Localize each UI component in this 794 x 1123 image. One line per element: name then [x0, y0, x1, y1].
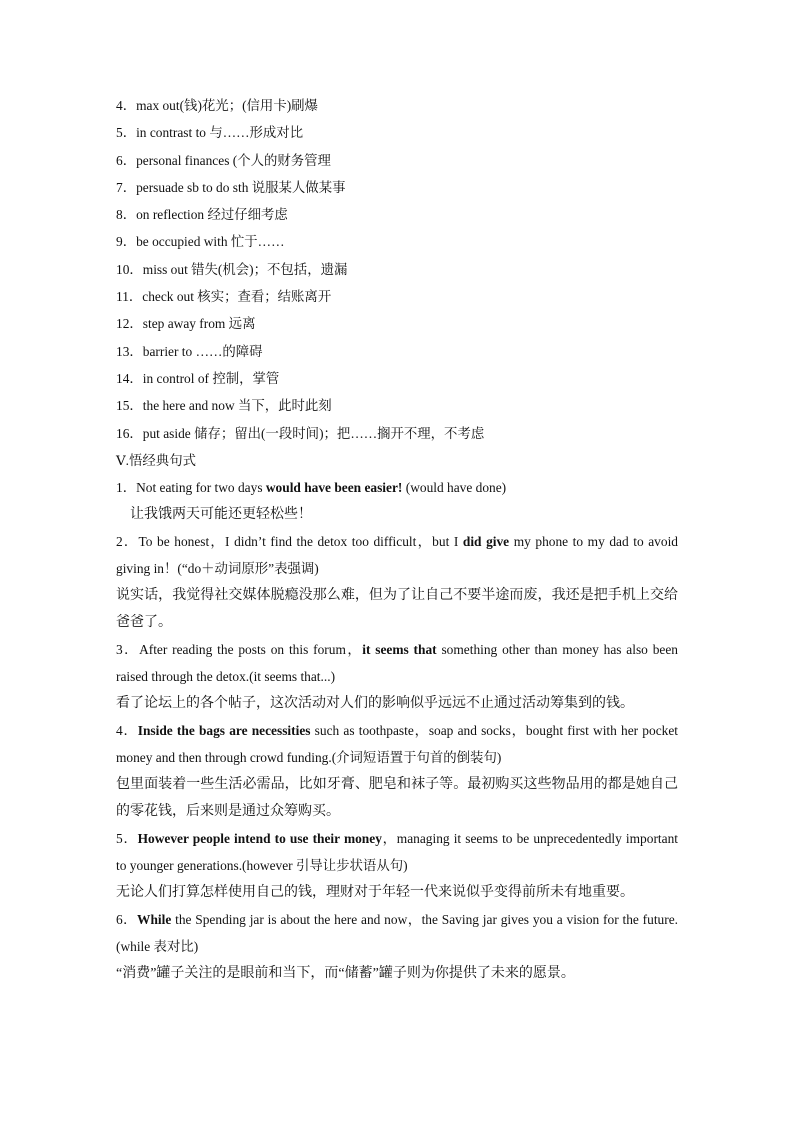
sentence-block [116, 717, 678, 825]
sentence-translation: 说实话，我觉得社交媒体脱瘾没那么难，但为了让自己不要半途而废，我还是把手机上交给爸爸了。 [116, 588, 678, 631]
key-structure: would have been easier! [265, 480, 403, 496]
sentence-note: ，managing it seems to be unprecedentedly important to younger generations.(however 引导让步状语从句) [116, 831, 678, 874]
key-structure: did give [462, 534, 510, 550]
phrase-item: 14．in control of 控制，掌管 [116, 370, 280, 386]
phrase-item: 15．the here and now 当下，此时此刻 [116, 398, 332, 414]
sentence-translation: 看了论坛上的各个帖子，这次活动对人们的影响似乎远远不止通过活动筹集到的钱。 [116, 696, 634, 712]
phrase-item: 12．step away from 远离 [116, 316, 256, 332]
sentence-english [116, 717, 678, 771]
sentence-translation: 包里面装着一些生活必需品，比如牙膏、肥皂和袜子等。最初购买这些物品用的都是她自己的零花钱，后来则是通过众筹购买。 [116, 777, 678, 820]
sentence-note: something other than money has also been raised through the detox.(it seems that...) [116, 642, 678, 685]
sentence-block [116, 825, 678, 906]
sentence-text: 5． [116, 831, 138, 847]
sentence-block [116, 906, 678, 987]
sentence-text: 1．Not eating for two days [116, 480, 266, 496]
key-structure: Inside the bags are necessities [137, 723, 311, 739]
key-structure: it seems that [362, 642, 437, 658]
phrase-item: 10．miss out 错失(机会)；不包括，遗漏 [116, 261, 348, 277]
phrase-item: 8．on reflection 经过仔细考虑 [116, 207, 288, 223]
key-structure: However people intend to use their money [137, 831, 382, 847]
phrase-item: 11．check out 核实；查看；结账离开 [116, 289, 332, 305]
phrase-list [116, 92, 678, 447]
section-heading: Ⅴ.悟经典句式 [116, 452, 196, 468]
sentence-note: such as toothpaste，soap and socks，bought first with her pocket money and then through crowd funding.(介词短语置于句首的倒装句) [116, 723, 678, 766]
document-page [116, 92, 678, 987]
sentence-block [116, 474, 678, 528]
sentence-english [116, 528, 678, 582]
sentence-block [116, 636, 678, 717]
sentence-note: the Spending jar is about the here and now，the Saving jar gives you a vision for the future.(while 表对比) [116, 912, 678, 955]
sentence-translation: 让我饿两天可能还更轻松些！ [130, 507, 312, 523]
phrase-item: 13．barrier to ……的障碍 [116, 343, 263, 359]
sentence-block [116, 528, 678, 636]
phrase-item: 6．personal finances (个人的财务管理 [116, 152, 331, 168]
key-structure: While [137, 912, 172, 928]
sentence-english [116, 474, 678, 501]
sentence-text: 4． [116, 723, 138, 739]
phrase-item: 7．persuade sb to do sth 说服某人做某事 [116, 179, 346, 195]
phrase-item: 9．be occupied with 忙于…… [116, 234, 285, 250]
sentence-translation: “消费”罐子关注的是眼前和当下，而“储蓄”罐子则为你提供了未来的愿景。 [116, 966, 575, 982]
sentence-text: 6． [116, 912, 138, 928]
sentence-english [116, 825, 678, 879]
sentence-text: 3．After reading the posts on this forum， [116, 642, 363, 658]
sentence-note: my phone to my dad to avoid giving in！(“do＋动词原形”表强调) [116, 534, 678, 577]
phrase-item: 5．in contrast to 与……形成对比 [116, 125, 304, 141]
phrase-item: 16．put aside 储存；留出(一段时间)；把……搁开不理，不考虑 [116, 425, 485, 441]
sentence-english [116, 906, 678, 960]
sentence-text: 2．To be honest，I didn’t find the detox too difficult，but I [116, 534, 463, 550]
phrase-item: 4．max out(钱)花光；(信用卡)刷爆 [116, 98, 318, 113]
sentence-english [116, 636, 678, 690]
sentence-translation: 无论人们打算怎样使用自己的钱，理财对于年轻一代来说似乎变得前所未有地重要。 [116, 885, 634, 901]
sentence-note: (would have done) [402, 480, 507, 496]
sentence-list [116, 474, 678, 987]
